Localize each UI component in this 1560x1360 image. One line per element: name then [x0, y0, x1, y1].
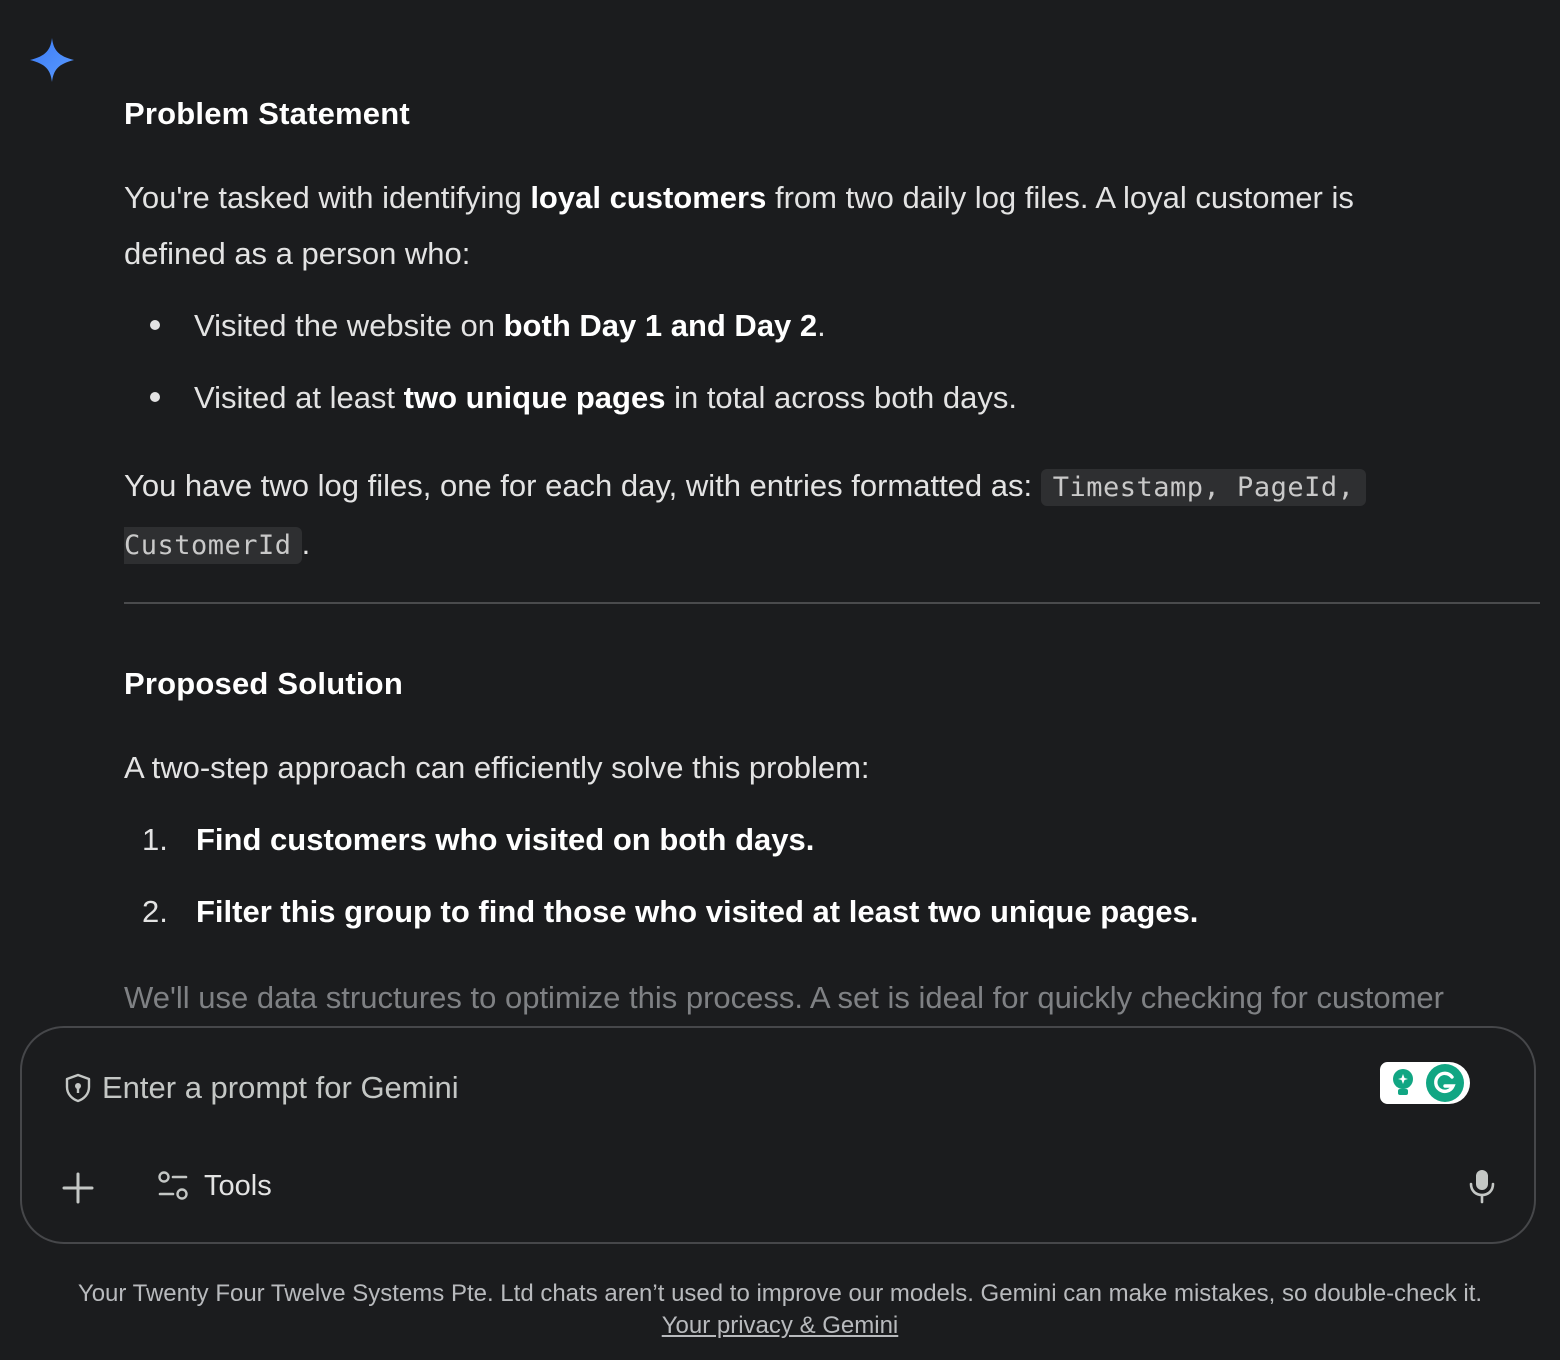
faded-continuation-text: We'll use data structures to optimize this process. A set is ideal for quickly checking for customer	[124, 980, 1444, 1015]
privacy-link[interactable]: Your privacy & Gemini	[661, 1312, 899, 1339]
problem-intro: You're tasked with identifying loyal customers from two daily log files. A loyal customer is	[124, 180, 1354, 215]
bullet-dot	[150, 320, 160, 330]
mic-icon[interactable]	[1464, 1166, 1500, 1206]
shield-icon	[62, 1072, 94, 1104]
bullet-dot	[150, 392, 160, 402]
plus-icon[interactable]	[58, 1168, 98, 1208]
prompt-box[interactable]	[20, 1026, 1536, 1244]
solution-intro: A two-step approach can efficiently solve this problem:	[124, 750, 870, 785]
gemini-sparkle-icon	[28, 36, 76, 84]
tools-icon	[156, 1169, 190, 1203]
problem-intro-line2: defined as a person who:	[124, 236, 471, 271]
gemini-chat-page: Problem Statement You're tasked with identifying loyal customers from two daily log files. A loyal customer is defined as a person who: Visited the website on both Day 1 and Day 2. Visited at least two unique pages in total across both days. You have two log files, one for each day, with entries formatted as: Timestamp, PageId, CustomerId . Proposed Solution A two-step approach can efficiently solve this problem: 1. Find customers who visited on both days. 2. Filter this group to find those who visited at least two unique pages. We'll use data structures to optimize this process. A set is ideal for quickly checking for customer Enter a prompt for Gemini Tools Your Twenty Four Twelve Systems Pte. Ltd chats aren’t used to improve our models. Gemini can make mistakes, so double-check it. Your privacy & Gemini	[0, 0, 1560, 1360]
tools-label: Tools	[204, 1169, 272, 1202]
problem-heading: Problem Statement	[124, 96, 410, 131]
lightbulb-icon	[1388, 1067, 1418, 1099]
format-paragraph-line2: CustomerId .	[124, 526, 310, 562]
solution-heading: Proposed Solution	[124, 666, 403, 701]
disclaimer-text: Your Twenty Four Twelve Systems Pte. Ltd chats aren’t used to improve our models. Gemini can make mistakes, so double-check it.	[77, 1280, 1483, 1307]
inline-code: CustomerId	[124, 527, 302, 564]
prompt-input[interactable]	[102, 1066, 1002, 1110]
grammarly-widget[interactable]	[1380, 1062, 1470, 1104]
grammarly-icon	[1426, 1064, 1464, 1102]
inline-code: Timestamp, PageId,	[1041, 469, 1367, 506]
format-paragraph: You have two log files, one for each day, with entries formatted as: Timestamp, PageId,	[124, 468, 1366, 504]
footer-disclaimer	[0, 1278, 1560, 1342]
tools-button[interactable]	[156, 1164, 272, 1208]
divider	[124, 602, 1540, 604]
